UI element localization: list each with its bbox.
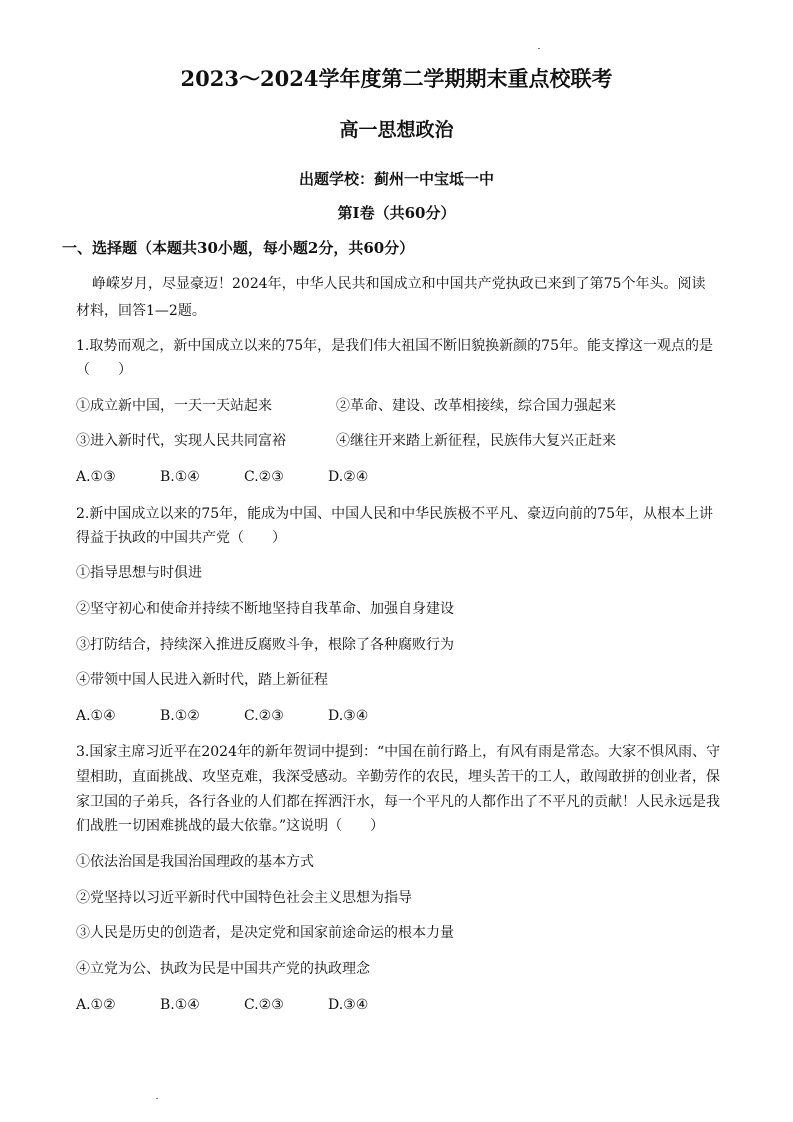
q2-stem-line-2: 得益于执政的中国共产党（ ） (76, 530, 286, 546)
q2-option-b: B.①② (160, 708, 200, 724)
q2-option-a: A.①④ (76, 708, 116, 724)
volume-line: 第Ⅰ卷（共60分） (337, 204, 456, 222)
q3-statement-3: ③人民是历史的创造者，是决定党和国家前途命运的根本力量 (76, 925, 454, 941)
q3-statement-2: ②党坚持以习近平新时代中国特色社会主义思想为指导 (76, 890, 412, 906)
section-heading: 一、选择题（本题共30小题，每小题2分，共60分） (62, 239, 415, 257)
q3-statement-4: ④立党为公、执政为民是中国共产党的执政理念 (76, 961, 370, 977)
q2-statement-3: ③打防结合，持续深入推进反腐败斗争，根除了各种腐败行为 (76, 637, 454, 653)
q3-stem-line-4: 们战胜一切困难挑战的最大依靠。”这说明（ ） (76, 818, 385, 834)
exam-title: 2023～2024学年度第二学期期末重点校联考 (180, 66, 613, 91)
q1-statements-row-2 (76, 432, 616, 450)
q1-statement-2: ②革命、建设、改革相接续，综合国力强起来 (336, 398, 616, 414)
q1-statement-4: ④继往开来踏上新征程，民族伟大复兴正赶来 (336, 433, 616, 449)
q1-option-c: C.②③ (244, 469, 284, 485)
scan-dot (538, 48, 540, 49)
q2-statement-1: ①指导思想与时俱进 (76, 565, 202, 581)
q2-statement-2: ②坚守初心和使命并持续不断地坚持自我革命、加强自身建设 (76, 601, 454, 617)
intro-line-2: 材料，回答1—2题。 (76, 303, 206, 319)
q3-option-a: A.①② (76, 997, 116, 1013)
q2-statement-4: ④带领中国人民进入新时代，踏上新征程 (76, 672, 328, 688)
q1-stem-line-1: 1.取势而观之，新中国成立以来的75年，是我们伟大祖国不断旧貌换新颜的75年。能支撑这一观点的是 (76, 338, 713, 354)
q1-option-b: B.①④ (160, 469, 200, 485)
q2-options (76, 707, 412, 725)
q2-stem-line-1: 2.新中国成立以来的75年，能成为中国、中国人民和中华民族极不平凡、豪迈向前的75年，从根本上讲 (76, 506, 713, 522)
q3-option-b: B.①④ (160, 997, 200, 1013)
q3-statement-1: ①依法治国是我国治国理政的基本方式 (76, 854, 314, 870)
q1-statements-row-1 (76, 397, 616, 415)
q1-options (76, 468, 412, 486)
q2-option-d: D.③④ (328, 708, 369, 724)
q2-option-c: C.②③ (244, 708, 284, 724)
q1-option-a: A.①③ (76, 469, 116, 485)
q1-option-d: D.②④ (328, 469, 369, 485)
q3-stem-line-1: 3.国家主席习近平在2024年的新年贺词中提到：“中国在前行路上，有风有雨是常态。大家不惧风雨、守 (76, 744, 721, 760)
intro-line-1: 峥嵘岁月，尽显豪迈！2024年，中华人民共和国成立和中国共产党执政已来到了第75个年头。阅读 (92, 276, 706, 292)
subject-title: 高一思想政治 (339, 119, 454, 141)
q3-options (76, 996, 412, 1014)
q1-statement-3: ③进入新时代，实现人民共同富裕 (76, 433, 286, 449)
q1-statement-1: ①成立新中国，一天一天站起来 (76, 398, 272, 414)
scan-dot (156, 1098, 158, 1099)
q3-option-c: C.②③ (244, 997, 284, 1013)
q1-stem-line-2: （ ） (76, 362, 132, 378)
q3-option-d: D.③④ (328, 997, 369, 1013)
school-line: 出题学校：蓟州一中宝坻一中 (298, 170, 494, 188)
q3-stem-line-2: 望相助，直面挑战、攻坚克难，我深受感动。辛勤劳作的农民，埋头苦干的工人，敢闯敢拼的创业者，保 (76, 769, 720, 785)
q3-stem-line-3: 家卫国的子弟兵，各行各业的人们都在挥洒汗水，每一个平凡的人都作出了不平凡的贡献！人民永远是我 (76, 794, 720, 810)
